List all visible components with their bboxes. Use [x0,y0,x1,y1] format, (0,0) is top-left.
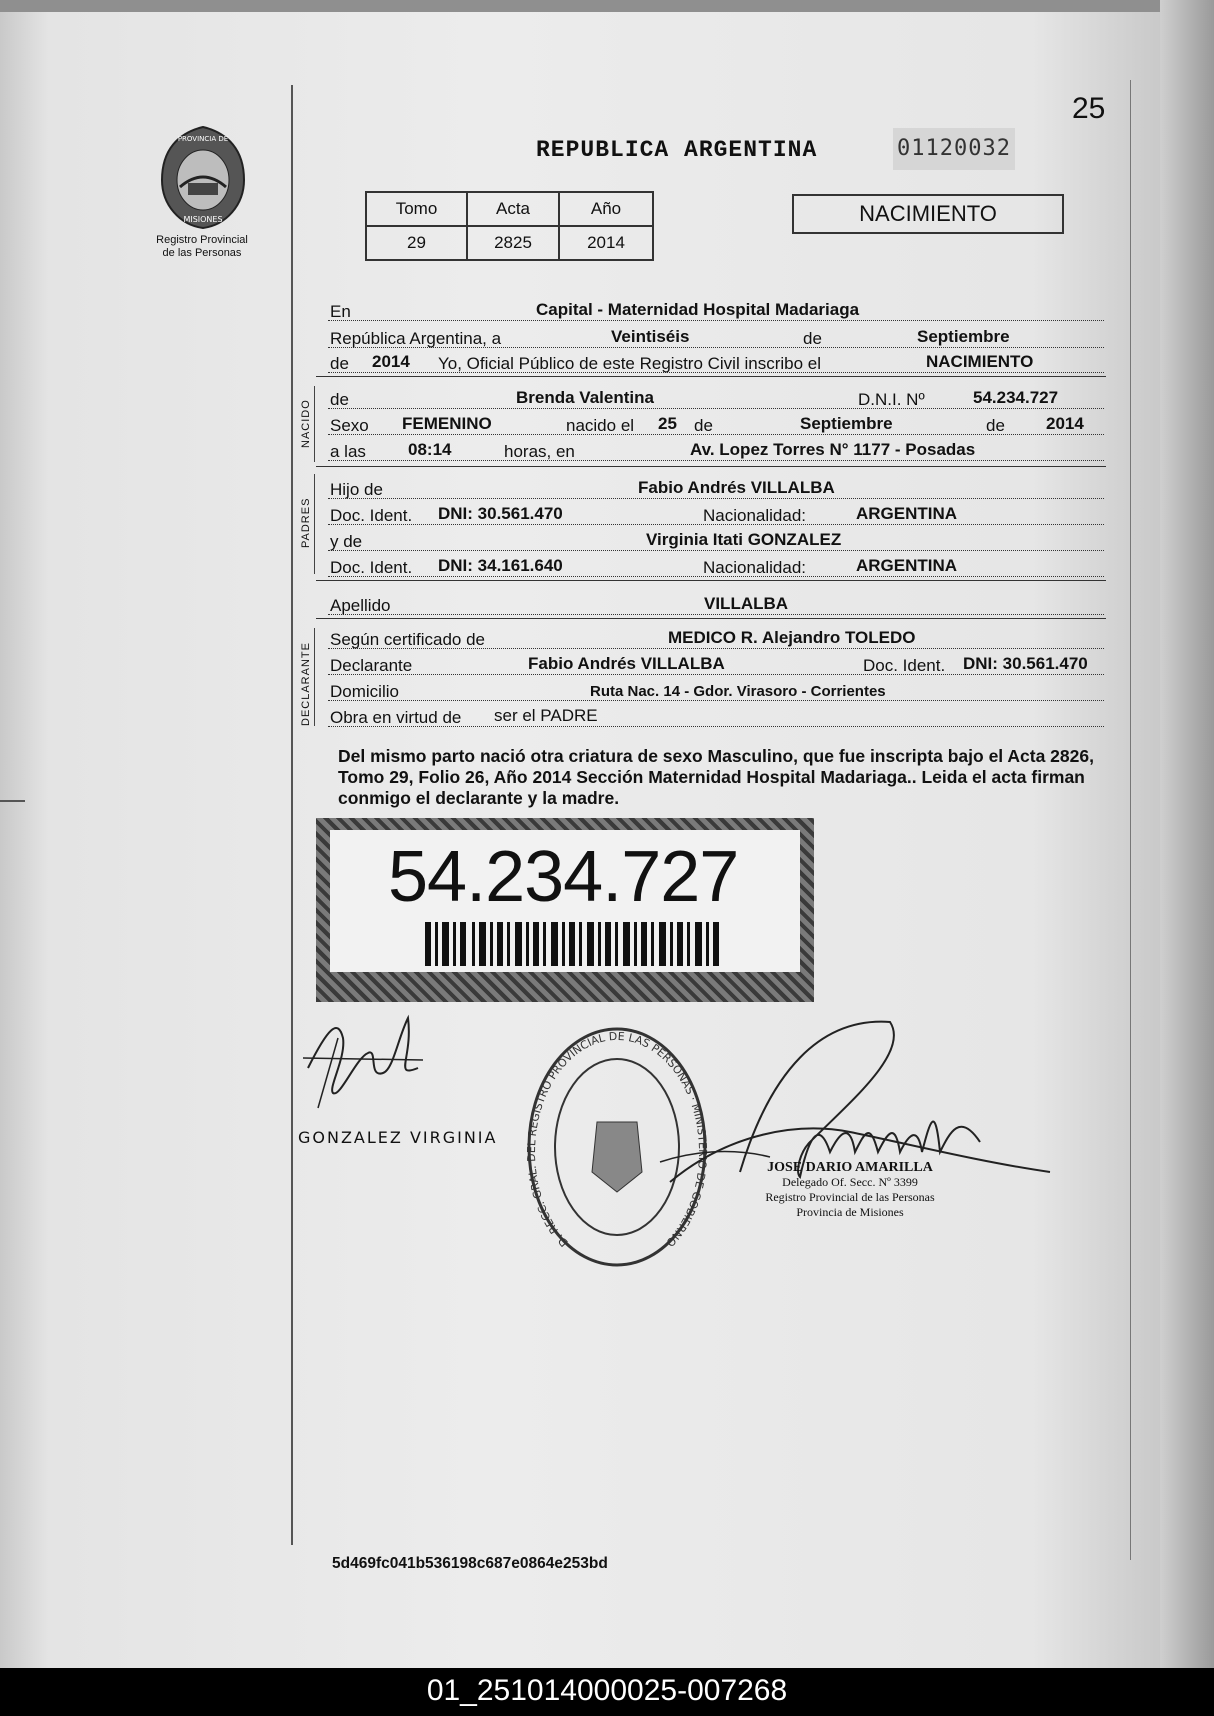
field-row-inscribo: de 2014 Yo, Oficial Público de este Registro Civil inscribo el NACIMIENTO [328,346,1104,373]
field-row-sexo: Sexo FEMENINO nacido el 25 de Septiembre de 2014 [328,408,1104,435]
field-row-mother-doc: Doc. Ident. DNI: 34.161.640 Nacionalidad: ARGENTINA [328,550,1104,577]
field-row-certificado: Según certificado de MEDICO R. Alejandro TOLEDO [328,622,1104,649]
dni-sticker-inner [330,830,800,972]
section-separator [316,466,1106,467]
left-margin-rule [291,85,293,1545]
provincia-misiones-seal-icon [158,125,248,230]
scan-top-edge [0,0,1214,12]
section-bracket [314,386,315,462]
table-cell: 2825 [467,226,559,260]
field-row-domicilio: Domicilio Ruta Nac. 14 - Gdor. Virasoro - Corrientes [328,674,1104,701]
serial-number-stamp: 01120032 [893,128,1015,170]
section-separator [316,580,1106,581]
official-name: JOSE DARIO AMARILLA [767,1160,933,1175]
field-row-declarante: Declarante Fabio Andrés VILLALBA Doc. Ident. DNI: 30.561.470 [328,648,1104,675]
field-row-hora-lugar: a las 08:14 horas, en Av. Lopez Torres N° 1177 - Posadas [328,434,1104,461]
tomo-acta-table [365,191,654,261]
scan-left-mark [0,800,25,802]
scan-footer-id: 01_251014000025-007268 [0,1668,1214,1716]
section-label-nacido: NACIDO [300,399,312,448]
table-header: Tomo [366,192,467,226]
official-province: Provincia de Misiones [796,1205,904,1219]
field-row-en: En Capital - Maternidad Hospital Madariaga [328,294,1104,321]
section-separator [316,376,1106,377]
dni-number-large: 54.234.727 [388,837,739,917]
field-row-date: República Argentina, a Veintiséis de Septiembre [328,321,1104,348]
field-row-nacido-name: de Brenda Valentina D.N.I. Nº 54.234.727 [328,382,1104,409]
field-row-y-de: y de Virginia Itati GONZALEZ [328,524,1104,551]
svg-text:D. RECC. GRAL. DEL REGISTRO PR: D. RECC. GRAL. DEL REGISTRO PROVINCIAL DE LAS PERSONAS · MINISTERIO DE GOBIERNO [525,1029,710,1250]
section-separator [316,618,1106,619]
scan-right-edge [1160,0,1214,1668]
official-signature-block [720,1160,980,1220]
section-label-declarante: DECLARANTE [300,642,312,726]
document-hash: 5d469fc041b536198c687e0864e253bd [332,1555,608,1572]
section-bracket [314,628,315,726]
mother-signature-caption: GONZALEZ VIRGINIA [298,1128,498,1147]
page-number: 25 [1072,92,1106,125]
page-margin-line [1130,80,1131,1560]
official-role: Delegado Of. Secc. Nº 3399 [782,1175,918,1189]
field-row-hijo-de: Hijo de Fabio Andrés VILLALBA [328,472,1104,499]
svg-text:MISIONES: MISIONES [183,215,223,224]
dni-barcode-sticker [316,818,814,1002]
svg-text:PROVINCIA DE: PROVINCIA DE [177,135,229,143]
seal-caption: Registro Provincial de las Personas [156,234,248,259]
mother-signature [298,998,428,1113]
section-label-padres: PADRES [300,497,312,548]
field-row-father-doc: Doc. Ident. DNI: 30.561.470 Nacionalidad: ARGENTINA [328,498,1104,525]
record-type-box: NACIMIENTO [792,194,1064,234]
section-bracket [314,474,315,574]
table-cell: 29 [366,226,467,260]
table-header: Año [559,192,653,226]
observations-note: Del mismo parto nació otra criatura de sexo Masculino, que fue inscripta bajo el Acta 2826, Tomo 29, Folio 26, Año 2014 Sección Maternidad Hospital Madariaga.. Leida el acta firman conmigo el declarante y la madre. [338,746,1094,808]
table-cell: 2014 [559,226,653,260]
table-header: Acta [467,192,559,226]
barcode-icon [425,922,725,966]
field-row-apellido: Apellido VILLALBA [328,588,1104,615]
field-row-obra: Obra en virtud de ser el PADRE [328,700,1104,727]
official-org: Registro Provincial de las Personas [765,1190,935,1204]
country-heading: REPUBLICA ARGENTINA [536,137,818,163]
